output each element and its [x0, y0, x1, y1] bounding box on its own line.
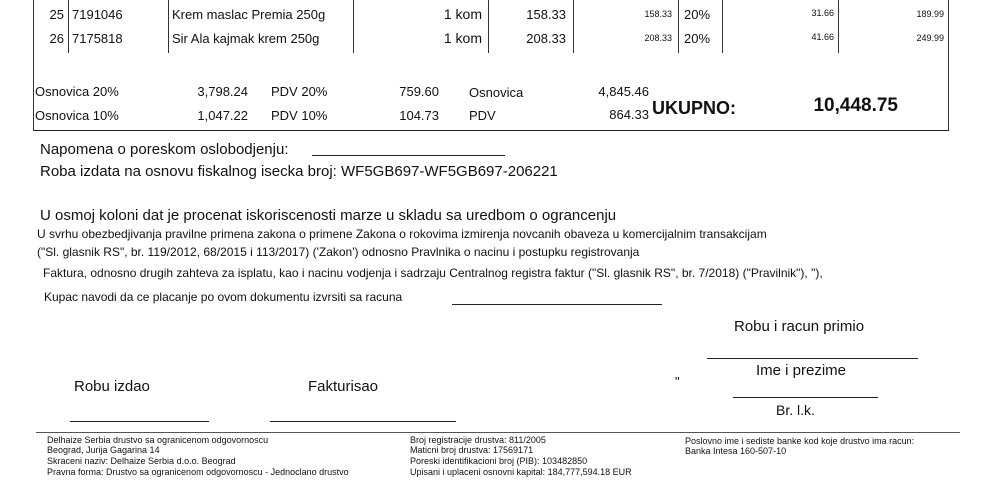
legal-note-line2: ("Sl. glasnik RS", br. 119/2012, 68/2015 i 113/2017) ('Zakon') odnosno Pravlnika o nacinu i postupku registrovanja [37, 245, 640, 259]
item-price: 208.33 [526, 31, 566, 46]
item-vat: 41.66 [811, 32, 834, 42]
grand-total-label: UKUPNO: [652, 98, 736, 118]
name-line [733, 397, 878, 398]
vat10-value: 104.73 [399, 108, 439, 123]
table-border-right [948, 0, 949, 130]
footer-col2-line1: Broj registracije drustva: 811/2005 [410, 435, 546, 445]
item-qty: 1 kom [443, 30, 482, 46]
footer-col2-line3: Poreski identifikacioni broj (PIB): 103482850 [410, 456, 588, 466]
footer-col3-line2: Banka Intesa 160-507-10 [685, 446, 787, 456]
col-divider [68, 0, 69, 53]
table-border-bottom [33, 130, 949, 131]
item-base: 158.33 [644, 9, 672, 19]
col-divider [353, 0, 354, 53]
table-border-left [33, 0, 34, 130]
footer-col2-line4: Upisani i uplaceni osnovni kapital: 184,777,594.18 EUR [410, 467, 632, 477]
invoiced-by-label: Fakturisao [308, 378, 379, 395]
payment-account-note: Kupac navodi da ce placanje po ovom dokumentu izvrsiti sa racuna [44, 290, 403, 304]
vat-total-label: PDV [469, 108, 496, 123]
item-total: 249.99 [916, 33, 944, 43]
payment-account-blank [452, 304, 662, 305]
invoiced-signature-line [270, 421, 456, 422]
footer-col1-line1: Delhaize Serbia drustvo sa ogranicenom odgovornoscu [47, 435, 269, 445]
col-divider [168, 0, 169, 53]
col-divider [573, 0, 574, 53]
received-signature-line [707, 358, 918, 359]
tax-exemption-note: Napomena o poreskom oslobodjenju: [40, 141, 289, 158]
col-divider [488, 0, 489, 53]
item-name: Sir Ala kajmak krem 250g [172, 31, 320, 46]
footer-col1-line3: Skraceni naziv: Delhaize Serbia d.o.o. Beograd [47, 456, 236, 466]
base10-label: Osnovica 10% [35, 108, 119, 123]
item-vat: 31.66 [811, 8, 834, 18]
footer-col1-line4: Pravna forma: Drustvo sa ogranicenom odgovornoscu - Jednoclano drustvo [47, 467, 349, 477]
legal-note-line1: U svrhu obezbedjivanja pravilne primena zakona o primene Zakona o rokovima izmirenja novcanih obaveza u komercijalnim transakcijam [37, 227, 767, 241]
col-divider [678, 0, 679, 53]
margin-note: U osmoj koloni dat je procenat iskoriscenosti marze u skladu sa uredbom o ograncenju [40, 207, 617, 224]
grand-total-value: 10,448.75 [813, 95, 898, 116]
item-code: 7175818 [72, 31, 123, 46]
col-divider [838, 0, 839, 53]
base10-value: 1,047.22 [197, 108, 248, 123]
footer-col1-line2: Beograd, Jurija Gagarina 14 [47, 445, 160, 455]
vat10-label: PDV 10% [271, 108, 328, 123]
base20-value: 3,798.24 [197, 84, 248, 99]
vat20-value: 759.60 [399, 84, 439, 99]
item-price: 158.33 [526, 7, 566, 22]
tax-exemption-blank [312, 155, 505, 156]
base-total-value: 4,845.46 [598, 84, 649, 99]
issued-by-label: Robu izdao [74, 378, 150, 395]
base20-label: Osnovica 20% [35, 84, 119, 99]
item-name: Krem maslac Premia 250g [172, 7, 326, 22]
quote-mark: " [675, 374, 680, 389]
footer-col3-line1: Poslovno ime i sediste banke kod koje drustvo ima racun: [685, 436, 915, 446]
item-code: 7191046 [72, 7, 123, 22]
name-label: Ime i prezime [756, 362, 847, 379]
item-vat-rate: 20% [684, 7, 711, 22]
issued-signature-line [70, 421, 209, 422]
item-qty: 1 kom [443, 6, 482, 22]
received-by-label: Robu i racun primio [734, 318, 865, 335]
col-divider [722, 0, 723, 53]
vat-total-value: 864.33 [609, 107, 649, 122]
base-total-label: Osnovica [469, 85, 524, 100]
row-number: 25 [49, 7, 64, 22]
item-base: 208.33 [644, 33, 672, 43]
footer-divider [36, 432, 960, 433]
row-number: 26 [49, 31, 64, 46]
id-card-label: Br. l.k. [776, 402, 815, 418]
footer-col2-line2: Maticni broj drustva: 17569171 [410, 445, 534, 455]
fiscal-receipt-note: Roba izdata na osnovu fiskalnog isecka broj: WF5GB697-WF5GB697-206221 [40, 163, 558, 180]
item-total: 189.99 [916, 9, 944, 19]
item-vat-rate: 20% [684, 31, 711, 46]
vat20-label: PDV 20% [271, 84, 328, 99]
legal-note-line3: Faktura, odnosno drugih zahteva za isplatu, kao i nacinu vodjenja i sadrzaju Centralnog registra faktur ("Sl. glasnik RS", br. 7/2018) ("Pravilnik"), "), [43, 266, 823, 280]
